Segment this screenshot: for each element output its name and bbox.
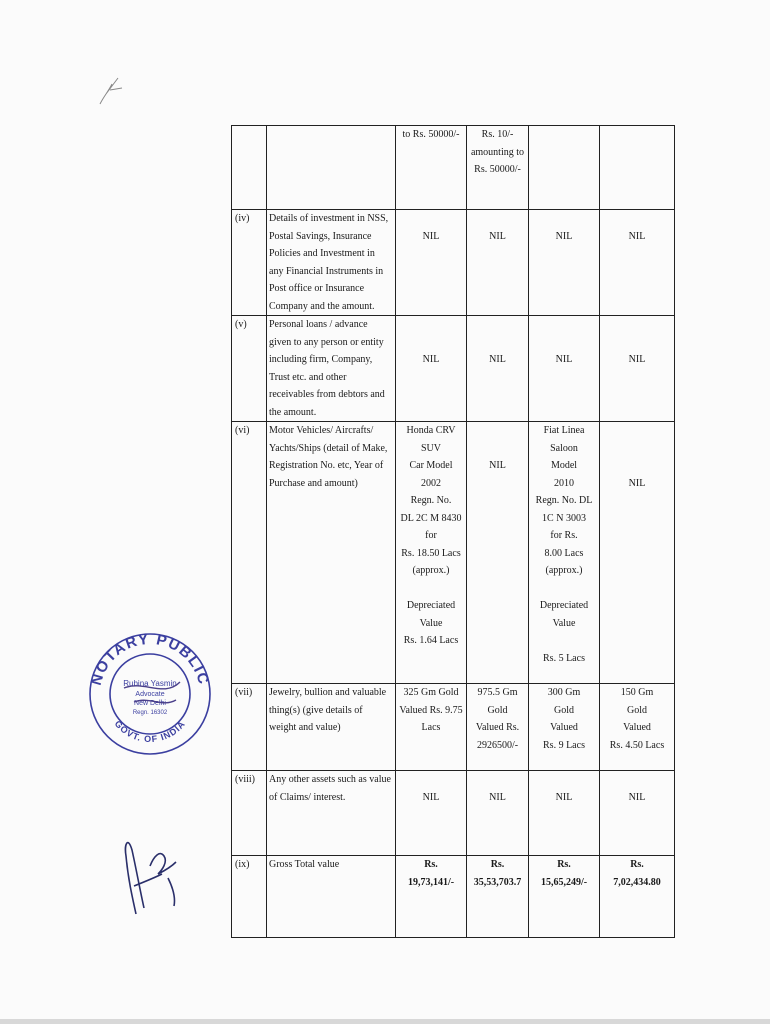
signature: [114, 826, 194, 926]
value-line: NIL: [489, 460, 506, 471]
table-row: [232, 856, 675, 938]
table-row: [232, 422, 675, 684]
value-line: 2010: [554, 477, 574, 489]
seal-line3: New Delhi: [134, 700, 166, 707]
row-number: [235, 126, 264, 144]
value-cell: [396, 856, 467, 938]
value-cell: [529, 771, 600, 856]
value-line: [398, 580, 464, 598]
value-line: [398, 316, 464, 334]
value-cell: [467, 684, 529, 771]
table-row: [232, 316, 675, 422]
row-number: (vi): [235, 425, 250, 436]
row-number-cell: [232, 771, 267, 856]
seal-line2: Advocate: [135, 691, 165, 698]
value-line: Rs. 4.50 Lacs: [609, 739, 665, 751]
value-line: Valued: [623, 722, 651, 733]
value-cell: [467, 316, 529, 422]
description-line: Policies and Investment in: [269, 248, 375, 259]
value-line: Rs. 18.50 Lacs: [401, 547, 461, 559]
value-line: 150 Gm: [620, 687, 654, 698]
value-cell: [600, 684, 675, 771]
assets-table: [231, 125, 675, 938]
value-line: Valued: [550, 722, 578, 733]
description-cell: [267, 684, 396, 771]
value-line: NIL: [422, 791, 440, 803]
value-cell: [600, 856, 675, 938]
description-line: receivables from debtors and: [269, 389, 385, 400]
value-line: Honda CRV: [406, 425, 456, 436]
value-line: NIL: [628, 230, 646, 242]
value-line: SUV: [420, 442, 441, 454]
table-row: [232, 684, 675, 771]
value-line: [531, 210, 597, 228]
description-line: Purchase and amount): [269, 477, 358, 489]
description-line: of Claims/ interest.: [269, 791, 346, 803]
description-line: any Financial Instruments in: [269, 265, 384, 277]
value-cell: [529, 856, 600, 938]
value-cell: [600, 771, 675, 856]
row-number: (viii): [235, 774, 255, 785]
value-line: [602, 440, 672, 458]
value-line: Rs.: [630, 859, 644, 870]
value-line: Lacs: [421, 722, 441, 733]
value-cell: [529, 684, 600, 771]
description-line: Any other assets such as value: [269, 774, 391, 785]
value-line: 975.5 Gm: [477, 687, 518, 698]
description-line: given to any person or entity: [269, 336, 384, 348]
value-line: [469, 334, 526, 352]
value-line: [602, 210, 672, 228]
seal-bottom-text: GOVT. OF INDIA: [112, 718, 188, 745]
value-cell: [396, 422, 467, 684]
value-line: Gold: [554, 704, 574, 716]
description-line: Company and the amount.: [269, 300, 375, 312]
page-bottom-edge: [0, 1019, 770, 1024]
value-cell: [529, 316, 600, 422]
value-cell: [600, 210, 675, 316]
value-line: [398, 771, 464, 789]
value-line: Rs. 50000/-: [474, 164, 521, 175]
value-line: [469, 316, 526, 334]
description-line: Personal loans / advance: [269, 319, 368, 330]
value-line: Saloon: [550, 442, 578, 454]
value-line: [398, 334, 464, 352]
value-line: Gold: [627, 704, 647, 716]
value-line: for: [425, 530, 437, 541]
value-cell: [467, 422, 529, 684]
row-number: (v): [235, 319, 247, 330]
description-line: Jewelry, bullion and valuable: [269, 687, 387, 698]
value-line: [469, 771, 526, 789]
value-line: Depreciated: [406, 600, 456, 611]
value-line: 7,02,434.80: [613, 876, 661, 888]
value-line: Regn. No. DL: [535, 495, 593, 506]
row-number-cell: [232, 210, 267, 316]
description-cell: [267, 126, 396, 210]
description-line: Details of investment in NSS,: [269, 213, 389, 224]
value-line: Rs. 10/-: [481, 129, 514, 140]
value-line: [469, 422, 526, 440]
description-line: the amount.: [269, 406, 317, 418]
description-line: including firm, Company,: [269, 354, 373, 365]
value-line: [531, 632, 597, 650]
value-line: [469, 440, 526, 458]
value-line: NIL: [628, 354, 646, 365]
value-line: NIL: [422, 230, 440, 242]
value-cell: [600, 316, 675, 422]
value-line: DL 2C M 8430: [400, 512, 462, 524]
value-line: Gold: [487, 704, 508, 716]
value-line: [602, 457, 672, 475]
value-cell: [529, 210, 600, 316]
value-line: 19,73,141/-: [407, 876, 455, 888]
description-cell: [267, 856, 396, 938]
description-line: weight and value): [269, 722, 341, 733]
value-line: for Rs.: [550, 530, 578, 541]
value-cell: [396, 210, 467, 316]
value-line: [531, 334, 597, 352]
value-line: NIL: [489, 354, 506, 365]
value-line: [531, 316, 597, 334]
value-line: NIL: [489, 791, 506, 803]
value-line: [602, 771, 672, 789]
value-cell: [396, 316, 467, 422]
value-line: [531, 771, 597, 789]
value-line: NIL: [628, 791, 646, 803]
value-line: 8.00 Lacs: [544, 547, 584, 559]
value-line: NIL: [555, 354, 573, 365]
value-line: Rs.: [424, 859, 438, 870]
description-line: thing(s) (give details of: [269, 704, 363, 716]
row-number-cell: [232, 126, 267, 210]
row-number: (ix): [235, 859, 250, 870]
value-line: Value: [419, 617, 443, 629]
value-line: Depreciated: [539, 600, 589, 611]
value-line: NIL: [422, 354, 440, 365]
value-cell: [600, 422, 675, 684]
table-row: [232, 126, 675, 210]
row-number-cell: [232, 422, 267, 684]
value-line: Regn. No.: [410, 495, 452, 506]
value-line: NIL: [628, 477, 646, 489]
row-number-cell: [232, 684, 267, 771]
value-line: 2926500/-: [476, 739, 519, 751]
value-line: (approx.): [412, 565, 450, 576]
value-line: [398, 210, 464, 228]
margin-scribble: [96, 70, 126, 115]
value-line: 300 Gm: [547, 687, 581, 698]
value-line: Value: [552, 617, 576, 629]
notary-seal: [84, 628, 216, 765]
value-cell: [467, 210, 529, 316]
value-line: Valued Rs. 9.75: [399, 704, 463, 716]
value-line: to Rs. 50000/-: [402, 129, 460, 140]
value-line: Model: [550, 460, 578, 471]
row-number: (iv): [235, 213, 250, 224]
value-line: amounting to: [470, 146, 525, 158]
value-line: Car Model: [409, 460, 453, 471]
value-line: NIL: [489, 230, 506, 242]
value-line: 15,65,249/-: [540, 876, 588, 888]
seal-top-text: NOTARY PUBLIC: [87, 630, 213, 688]
value-line: NIL: [555, 230, 573, 242]
svg-text:GOVT. OF INDIA: [113, 719, 188, 745]
value-cell: [396, 684, 467, 771]
description-cell: [267, 210, 396, 316]
value-line: [469, 210, 526, 228]
row-number-cell: [232, 856, 267, 938]
value-line: Rs. 1.64 Lacs: [403, 635, 459, 646]
value-line: Fiat Linea: [543, 425, 585, 436]
value-line: [531, 580, 597, 598]
value-line: Rs. 9 Lacs: [543, 739, 585, 751]
value-line: [602, 316, 672, 334]
value-line: [602, 334, 672, 352]
row-number-cell: [232, 316, 267, 422]
description-cell: [267, 316, 396, 422]
row-number: (vii): [235, 687, 253, 698]
value-cell: [529, 422, 600, 684]
value-line: NIL: [555, 791, 573, 803]
table-row: [232, 771, 675, 856]
value-line: 35,53,703.7: [473, 876, 522, 888]
description-line: Gross Total value: [269, 859, 340, 870]
description-line: Trust etc. and other: [269, 371, 347, 383]
value-line: (approx.): [545, 565, 583, 576]
description-line: Postal Savings, Insurance: [269, 230, 372, 242]
value-line: [602, 422, 672, 440]
value-cell: [467, 126, 529, 210]
value-line: Rs.: [557, 859, 571, 870]
value-cell: [396, 771, 467, 856]
seal-reg: Regn. 16302: [132, 710, 168, 716]
description-line: Yachts/Ships (detail of Make,: [269, 442, 388, 454]
value-line: 1C N 3003: [542, 512, 586, 524]
description-line: Motor Vehicles/ Aircrafts/: [269, 425, 374, 436]
value-line: 325 Gm Gold: [403, 687, 459, 698]
value-line: Rs. 5 Lacs: [543, 652, 585, 664]
description-line: Registration No. etc, Year of: [269, 460, 384, 471]
value-line: Valued Rs.: [475, 722, 520, 733]
description-cell: [267, 422, 396, 684]
table-row: [232, 210, 675, 316]
description-cell: [267, 771, 396, 856]
seal-name: Rubina Yasmin: [123, 679, 177, 688]
value-cell: [529, 126, 600, 210]
value-cell: [467, 856, 529, 938]
value-cell: [467, 771, 529, 856]
value-cell: [600, 126, 675, 210]
value-line: 2002: [421, 477, 441, 489]
value-line: Rs.: [490, 859, 505, 870]
value-cell: [396, 126, 467, 210]
description-line: Post office or Insurance: [269, 283, 365, 294]
